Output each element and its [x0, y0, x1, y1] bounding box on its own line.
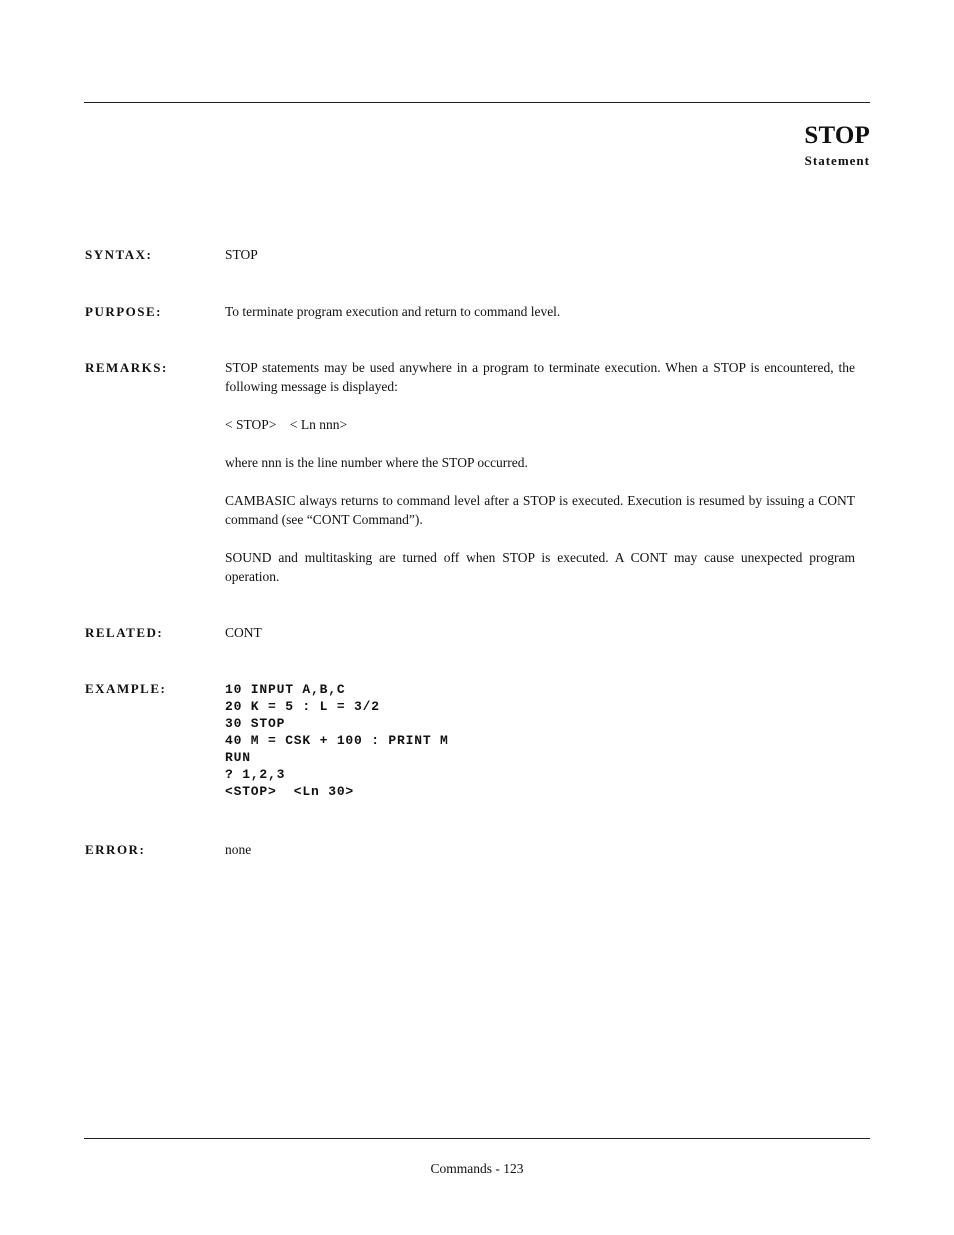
syntax-text: STOP: [225, 247, 258, 262]
code-line: ? 1,2,3: [225, 767, 286, 782]
code-line: 10 INPUT A,B,C: [225, 682, 346, 697]
example-code: [225, 681, 449, 800]
remarks-paragraph: SOUND and multitasking are turned off when STOP is executed. A CONT may cause unexpected program operation.: [225, 550, 855, 584]
remarks-paragraph: where nnn is the line number where the STOP occurred.: [225, 455, 528, 470]
remarks-paragraph: CAMBASIC always returns to command level after a STOP is executed. Execution is resumed by issuing a CONT command (see “CONT Command”).: [225, 493, 855, 527]
page-footer: Commands - 123: [430, 1161, 524, 1176]
example-label: EXAMPLE:: [85, 681, 167, 696]
top-rule: [84, 102, 870, 103]
error-label: ERROR:: [85, 842, 146, 857]
code-line: 30 STOP: [225, 716, 286, 731]
bottom-rule: [84, 1138, 870, 1139]
page-subtitle: Statement: [804, 153, 870, 168]
remarks-label: REMARKS:: [85, 360, 168, 375]
code-line: <STOP> <Ln 30>: [225, 784, 355, 799]
syntax-label: SYNTAX:: [85, 247, 153, 262]
code-line: 20 K = 5 : L = 3/2: [225, 699, 380, 714]
related-label: RELATED:: [85, 625, 164, 640]
code-line: 40 M = CSK + 100 : PRINT M: [225, 733, 449, 748]
related-text: CONT: [225, 625, 262, 640]
remarks-paragraph: STOP statements may be used anywhere in a program to terminate execution. When a STOP is encountered, the following message is displayed:: [225, 360, 855, 394]
error-text: none: [225, 842, 252, 857]
purpose-label: PURPOSE:: [85, 304, 162, 319]
purpose-text: To terminate program execution and return to command level.: [225, 304, 561, 319]
page-title: STOP: [804, 122, 870, 149]
code-line: RUN: [225, 750, 251, 765]
remarks-body: [225, 358, 855, 586]
remarks-message: < STOP> < Ln nnn>: [225, 417, 348, 432]
